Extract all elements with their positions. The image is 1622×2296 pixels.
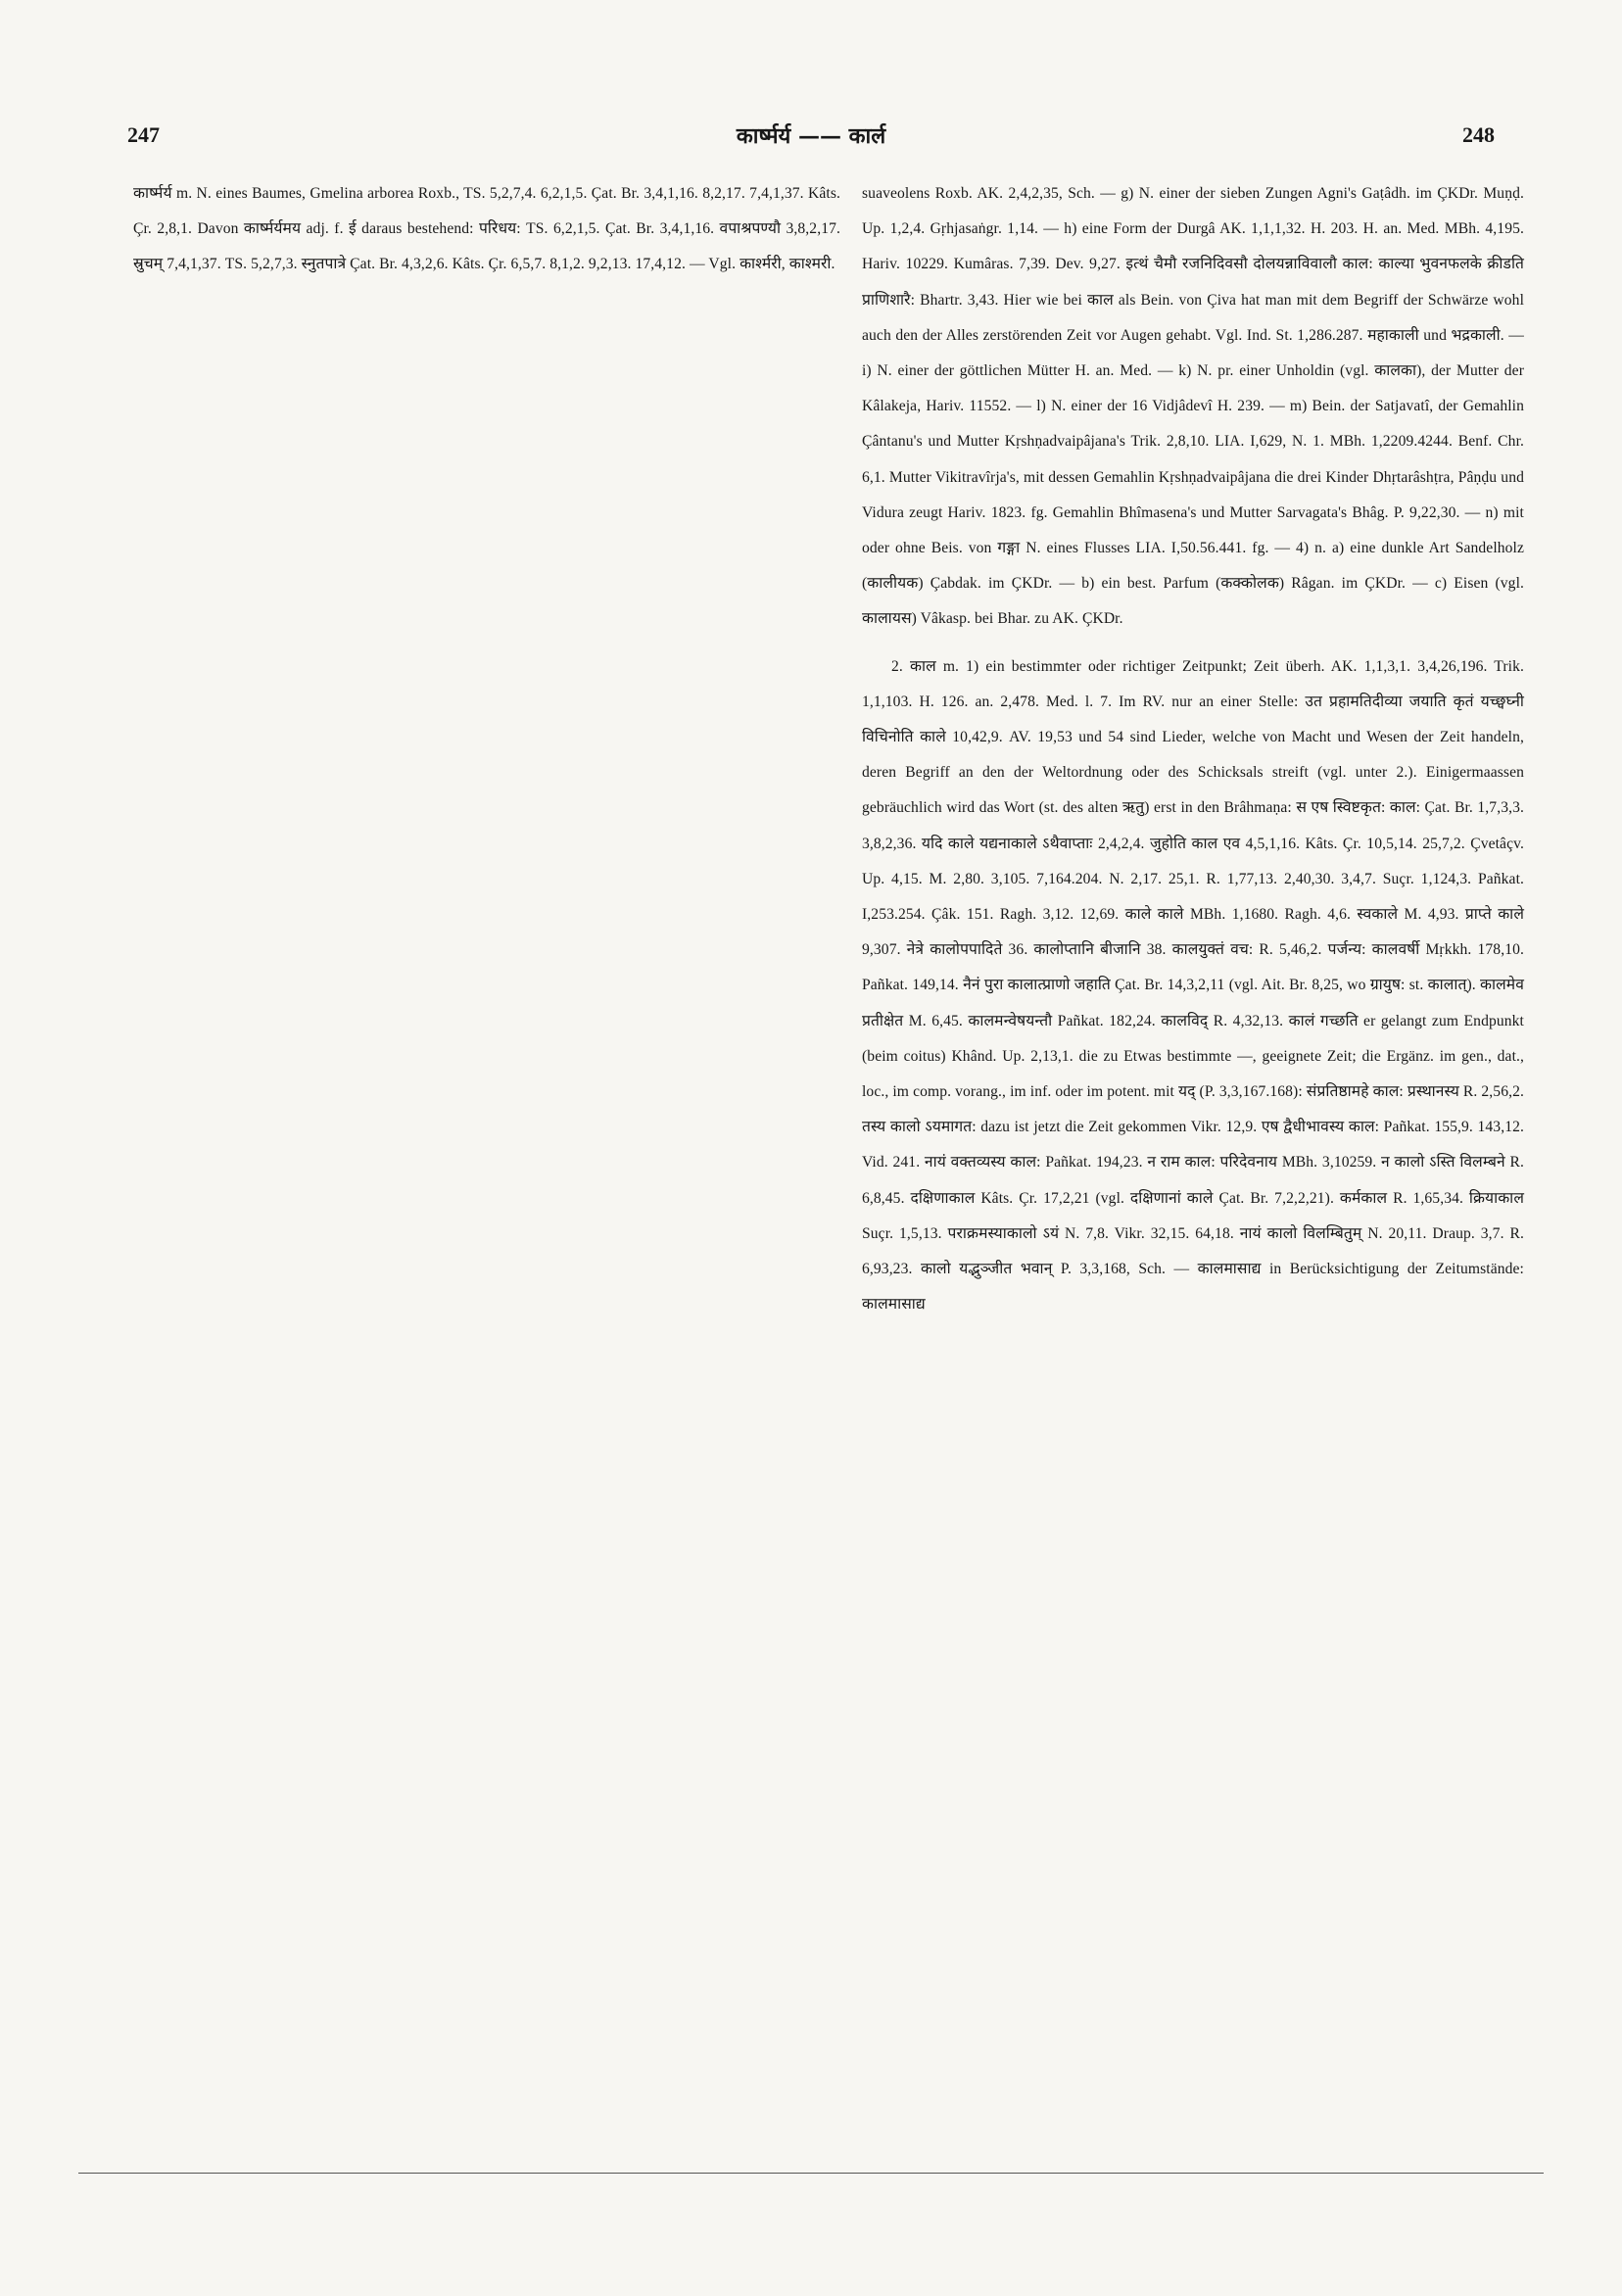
right-column [862,176,1524,1323]
left-page-number: 247 [127,122,160,147]
left-column [133,176,840,283]
bottom-rule [78,2173,1544,2174]
entry-text: कार्ष्मर्य m. N. eines Baumes, Gmelina arborea Roxb., TS. 5,2,7,4. 6,2,1,5. Çat. Br. 3,4,1,16. 8,2,17. 7,4,1,37. Kâts. Çr. 2,8,1. Davon कार्ष्मर्यमय adj. f. ई daraus bestehend: परिधय: TS. 6,2,1,5. Çat. Br. 3,4,1,16. वपाश्रपण्यौ 3,8,2,17. स्रुचम् 7,4,1,37. TS. 5,2,7,3. स्नुतपात्रे Çat. Br. 4,3,2,6. Kâts. Çr. 6,5,7. 8,1,2. 9,2,13. 17,4,12. — Vgl. कार्श्मरी, काश्मरी. [133,185,840,273]
entry-kala-2: 2. काल m. 1) ein bestimmter oder richtiger Zeitpunkt; Zeit überh. AK. 1,1,3,1. 3,4,26,196. Trik. 1,1,103. H. 126. an. 2,478. Med. l. 7. Im RV. nur an einer Stelle: उत प्रहामतिदीव्या जयाति कृतं यच्छ्वघ्नी विचिनोति काले 10,42,9. AV. 19,53 und 54 sind Lieder, welche von Macht und Wesen der Zeit handeln, deren Begriff an den der Weltordnung oder des Schicksals streift (vgl. unter 2.). Einigermaassen gebräuchlich wird das Wort (st. des alten ऋतु) erst in den Brâhmaṇa: स एष स्विष्टकृत: काल: Çat. Br. 1,7,3,3. 3,8,2,36. यदि काले यद्यनाकाले ऽथैवाप्ताः 2,4,2,4. जुहोति काल एव 4,5,1,16. Kâts. Çr. 10,5,14. 25,7,2. Çvetâçv. Up. 4,15. M. 2,80. 3,105. 7,164.204. N. 2,17. 25,1. R. 1,77,13. 2,40,30. 3,4,7. Suçr. 1,124,3. Pañkat. I,253.254. Çâk. 151. Ragh. 3,12. 12,69. काले काले MBh. 1,1680. Ragh. 4,6. स्वकाले M. 4,93. प्राप्ते काले 9,307. नेत्रे कालोपपादिते 36. कालोप्तानि बीजानि 38. कालयुक्तं वच: R. 5,46,2. पर्जन्य: कालवर्षी Mṛkkh. 178,10. Pañkat. 149,14. नैनं पुरा कालात्प्राणो जहाति Çat. Br. 14,3,2,11 (vgl. Ait. Br. 8,25, wo ग्रायुष: st. कालात्). कालमेव प्रतीक्षेत M. 6,45. कालमन्वेषयन्तौ Pañkat. 182,24. कालविद् R. 4,32,13. कालं गच्छति er gelangt zum Endpunkt (beim coitus) Khând. Up. 2,13,1. die zu Etwas bestimmte —, geeignete Zeit; die Ergänz. im gen., dat., loc., im comp. vorang., im inf. oder im potent. mit यद् (P. 3,3,167.168): संप्रतिष्ठामहे काल: प्रस्थानस्य R. 2,56,2. तस्य कालो ऽयमागत: dazu ist jetzt die Zeit gekommen Vikr. 12,9. एष द्वैधीभावस्य काल: Pañkat. 155,9. 143,12. Vid. 241. नायं वक्तव्यस्य काल: Pañkat. 194,23. न राम काल: परिदेवनाय MBh. 3,10259. न कालो ऽस्ति विलम्बने R. 6,8,45. दक्षिणाकाल Kâts. Çr. 17,2,21 (vgl. दक्षिणानां काले Çat. Br. 7,2,2,21). कर्मकाल R. 1,65,34. क्रियाकाल Suçr. 1,5,13. पराक्रमस्याकालो ऽयं N. 7,8. Vikr. 32,15. 64,18. नायं कालो विलम्बितुम् N. 20,11. Draup. 3,7. R. 6,93,23. कालो यद्भुञ्जीत भवान् P. 3,3,168, Sch. — कालमासाद्य in Berücksichtigung der Zeitumstände: कालमासाद्य [862,657,1524,1314]
right-page-number: 248 [1462,122,1495,147]
entry-kala-continued: suaveolens Roxb. AK. 2,4,2,35, Sch. — g) N. einer der sieben Zungen Agni's Gaṭâdh. im ÇKDr. Muṇḍ. Up. 1,2,4. Gṛhjasaṅgr. 1,14. — h) eine Form der Durgâ AK. 1,1,1,32. H. 203. H. an. Med. MBh. 4,195. Hariv. 10229. Kumâras. 7,39. Dev. 9,27. इत्थं चैमौ रजनिदिवसौ दोलयन्नाविवालौ काल: काल्या भुवनफलके क्रीडति प्राणिशारै: Bhartr. 3,43. Hier wie bei काल als Bein. von Çiva hat man mit dem Begriff der Schwärze wohl auch den der Alles zerstörenden Zeit vor Augen gehabt. Vgl. Ind. St. 1,286.287. महाकाली und भद्रकाली. — i) N. einer der göttlichen Mütter H. an. Med. — k) N. pr. einer Unholdin (vgl. कालका), der Mutter der Kâlakeja, Hariv. 11552. — l) N. einer der 16 Vidjâdevî H. 239. — m) Bein. der Satjavatî, der Gemahlin Çântanu's und Mutter Kṛshṇadvaipâjana's Trik. 2,8,10. LIA. I,629, N. 1. MBh. 1,2209.4244. Benf. Chr. 6,1. Mutter Vikitravîrja's, mit dessen Gemahlin Kṛshṇadvaipâjana die drei Kinder Dhṛtarâshṭra, Pâṇḍu und Vidura zeugt Hariv. 1823. fg. Gemahlin Bhîmasena's und Mutter Sarvagata's Bhâg. P. 9,22,30. — n) mit oder ohne Beis. von गङ्गा N. eines Flusses LIA. I,50.56.441. fg. — 4) n. a) eine dunkle Art Sandelholz (कालीयक) Çabdak. im ÇKDr. — b) ein best. Parfum (कक्कोलक) Râgan. im ÇKDr. — c) Eisen (vgl. कालायस) Vâkasp. bei Bhar. zu AK. ÇKDr. [862,185,1524,628]
page-header [127,116,1495,155]
running-title: कार्ष्मर्य —— कार्ल [736,123,886,149]
